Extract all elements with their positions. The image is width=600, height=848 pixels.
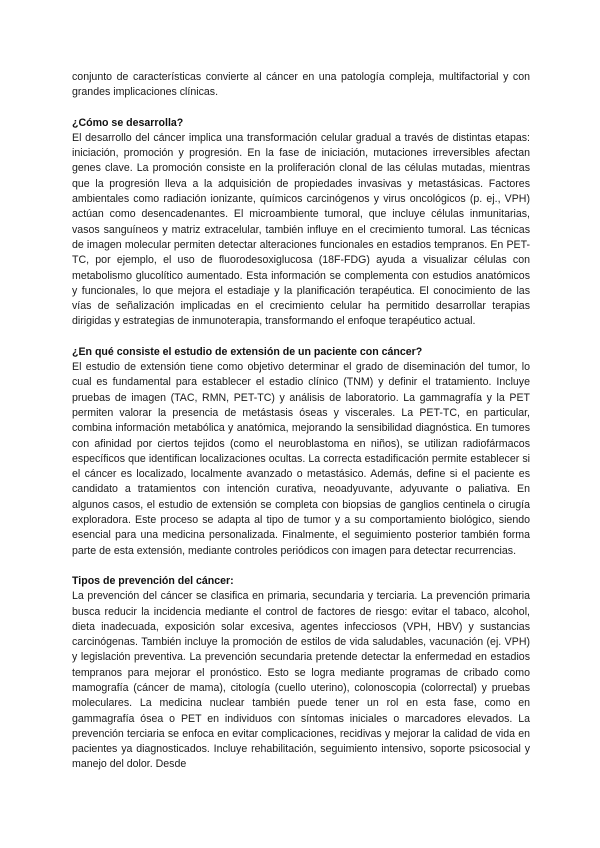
section-heading-prevencion: Tipos de prevención del cáncer: [72, 574, 234, 587]
document-page [72, 70, 530, 773]
intro-paragraph: conjunto de características convierte al cáncer en una patología compleja, multifactorial y con grandes implicaciones clínicas. [72, 71, 530, 99]
spacer [72, 101, 530, 116]
spacer [72, 559, 530, 574]
section-body-prevencion: La prevención del cáncer se clasifica en primaria, secundaria y terciaria. La prevención primaria busca reducir la incidencia mediante el control de factores de riesgo: evitar el tabaco, alcohol, dieta inadecuada, exposición solar excesiva, agentes infecciosos (VPH, HBV) y sustancias carcinógenas. También incluye la promoción de estilos de vida saludables, vacunación (ej. VPH) y legislación preventiva. La prevención secundaria pretende detectar la enfermedad en estadios tempranos para mejorar el pronóstico. Esto se logra mediante programas de cribado como mamografía (cáncer de mama), citología (cuello uterino), colonoscopia (colorrectal) y pruebas moleculares. La medicina nuclear también puede tener un rol en esta fase, como en gammagrafía ósea o PET en individuos con síntomas iniciales o marcadores elevados. La prevención terciaria se enfoca en evitar complicaciones, recidivas y mejorar la calidad de vida en pacientes ya diagnosticados. Incluye rehabilitación, seguimiento intensivo, soporte psicosocial y manejo del dolor. Desde [72, 590, 530, 771]
spacer [72, 330, 530, 345]
section-heading-estudio-extension: ¿En qué consiste el estudio de extensión de un paciente con cáncer? [72, 345, 423, 358]
section-body-estudio-extension: El estudio de extensión tiene como objetivo determinar el grado de diseminación del tumor, lo cual es fundamental para establecer el estadio clínico (TNM) y definir el tratamiento. Incluye pruebas de imagen (TAC, RMN, PET-TC) y análisis de laboratorio. La gammagrafía y la PET permiten valorar la presencia de metástasis óseas y viscerales. La PET-TC, en particular, combina información metabólica y anatómica, mejorando la sensibilidad diagnóstica. En tumores con afinidad por ciertos tejidos (como el neuroblastoma en niños), se utilizan radiofármacos específicos que identifican localizaciones ocultas. La correcta estadificación permite establecer si el cáncer es localizado, localmente avanzado o metastásico. Además, define si el paciente es candidato a tratamientos con intención curativa, neoadyuvante, adyuvante o paliativa. En algunos casos, el estudio de extensión se completa con biopsias de ganglios centinela o cirugía exploradora. Este proceso se adapta al tipo de tumor y a su comportamiento biológico, siendo esencial para una medicina personalizada. Finalmente, el seguimiento posterior también forma parte de esta extensión, mediante controles periódicos con imagen para detectar recurrencias. [72, 361, 530, 557]
section-heading-desarrollo: ¿Cómo se desarrolla? [72, 116, 184, 129]
section-body-desarrollo: El desarrollo del cáncer implica una transformación celular gradual a través de distintas etapas: iniciación, promoción y progresión. En la fase de iniciación, mutaciones irreversibles afectan genes clave. La promoción consiste en la proliferación clonal de las células mutadas, mientras que la progresión lleva a la adquisición de propiedades invasivas y metastásicas. Factores ambientales como radiación ionizante, químicos carcinógenos y virus oncológicos (p. ej., VPH) actúan como desencadenantes. El microambiente tumoral, que incluye células inmunitarias, vasos sanguíneos y matriz extracelular, también influye en el crecimiento tumoral. Las técnicas de imagen molecular permiten detectar alteraciones funcionales en estadios tempranos. En PET-TC, por ejemplo, el uso de fluorodesoxiglucosa (18F-FDG) ayuda a visualizar células con metabolismo glucolítico aumentado. Esta información se complementa con estudios anatómicos y funcionales, lo que mejora el estadiaje y la planificación terapéutica. El conocimiento de las vías de señalización implicadas en el crecimiento celular ha permitido desarrollar terapias dirigidas y estrategias de inmunoterapia, transformando el enfoque terapéutico actual. [72, 131, 530, 328]
